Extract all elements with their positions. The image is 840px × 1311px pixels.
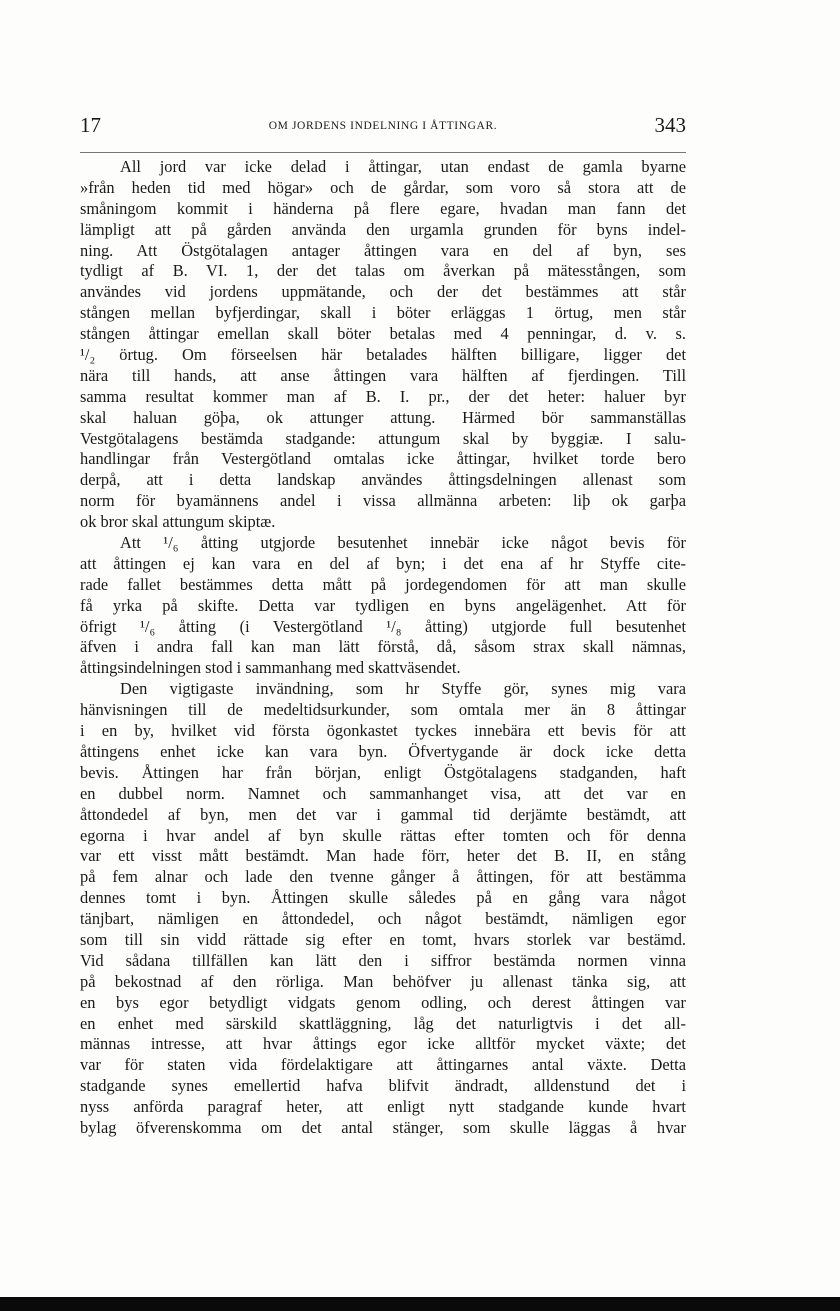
text-line: småningom kommit i händerna på flere egare, hvadan man fann det	[80, 198, 686, 218]
text-line: lämpligt att på gården använda den urgamla grunden för byns indel-	[80, 219, 686, 239]
text-line: bylag öfverenskomma om det antal stänger, som skulle läggas å hvar	[80, 1117, 686, 1137]
section-number: 17	[80, 113, 101, 137]
text-line: bevis. Åttingen har från början, enligt Östgötalagens stadganden, haft	[80, 762, 686, 782]
text-line: nära till hands, att anse åttingen vara hälften af fjerdingen. Till	[80, 365, 686, 385]
text-line: som till sin vidd rättade sig efter en tomt, hvars storlek var bestämd.	[80, 929, 686, 949]
text-line: Vestgötalagens bestämda stadgande: attungum skal by byggiæ. I salu-	[80, 428, 686, 448]
text-line: »från heden tid med högar» och de gårdar, som voro så stora att de	[80, 177, 686, 197]
text-line: att åttingen ej kan vara en del af byn; i det ena af hr Styffe cite-	[80, 553, 686, 573]
text-line: åttingens enhet icke kan vara byn. Öfvertygande är dock icke detta	[80, 741, 686, 761]
text-line: användes vid jordens uppmätande, och der det bestämmes att står	[80, 282, 686, 302]
text-line: ¹/₂ örtug. Om förseelsen här betalades hälften billigare, ligger det	[80, 345, 686, 365]
text-line: äfven i andra fall kan man lätt förstå, då, såsom strax skall nämnas,	[80, 637, 686, 657]
text-line: norm för byamännens andel i vissa allmänna arbeten: liþ ok garþa	[80, 491, 686, 511]
text-line: tydligt af B. VI. 1, der det talas om åverkan på mätesstången, som	[80, 261, 686, 281]
text-line: en bys egor betydligt vidgats genom odling, och derest åttingen var	[80, 992, 686, 1012]
text-line: hänvisningen till de medeltidsurkunder, som omtala mer än 8 åttingar	[80, 700, 686, 720]
text-line: åttingsindelningen stod i sammanhang med skattväsendet.	[80, 658, 461, 678]
text-line: en enhet med särskild skattläggning, låg det naturligtvis i det all-	[80, 1013, 686, 1033]
text-line: på bekostnad af den rörliga. Man behöfver ju allenast tänka sig, att	[80, 971, 686, 991]
text-line: handlingar från Vestergötland omtalas icke åttingar, hvilket torde bero	[80, 449, 686, 469]
text-line: Vid sådana tillfällen kan lätt den i siffror bestämda normen vinna	[80, 950, 686, 970]
page-number: 343	[654, 113, 686, 137]
text-line: var ett visst mått bestämdt. Man hade förr, heter det B. II, en stång	[80, 846, 686, 866]
text-line: Att ¹/₆ åtting utgjorde besutenhet innebär icke något bevis för	[120, 533, 686, 553]
body-text	[80, 157, 686, 1139]
scan-border	[0, 1297, 840, 1311]
text-line: männas intresse, att hvar åttings egor icke alltför mycket växte; det	[80, 1034, 686, 1054]
chapter-title: OM JORDENS INDELNING I ÅTTINGAR.	[268, 120, 498, 132]
text-line: stången mellan byfjerdingar, skall i böter erläggas 1 örtug, men står	[80, 303, 686, 323]
text-line: i en by, hvilket vid första ögonkastet tyckes innebära ett bevis för att	[80, 721, 686, 741]
text-line: ok bror skal attungum skiptæ.	[80, 512, 276, 532]
header-rule	[80, 152, 686, 153]
text-line: All jord var icke delad i åttingar, utan endast de gamla byarne	[120, 157, 686, 176]
text-line: rade fallet bestämmes detta mått på jordegendomen för att man skulle	[80, 574, 686, 594]
text-line: öfrigt ¹/₆ åtting (i Vestergötland ¹/₈ åtting) utgjorde full besutenhet	[80, 616, 686, 636]
text-line: få yrka på skifte. Detta var tydligen en byns angelägenhet. Att för	[80, 595, 686, 615]
text-line: nyss anförda paragraf heter, att enligt nytt stadgande kunde hvart	[80, 1097, 686, 1117]
text-line: dennes tomt i byn. Åttingen skulle således på en gång vara något	[80, 888, 686, 908]
text-line: tänjbart, nämligen en åttondedel, och något bestämdt, nämligen egor	[80, 909, 686, 929]
text-line: stången åttingar emellan skall böter betalas med 4 penningar, d. v. s.	[80, 324, 686, 344]
text-line: egorna i hvar andel af byn skulle rättas efter tomten och för denna	[80, 825, 686, 845]
text-line: en dubbel norm. Namnet och sammanhanget visa, att det var en	[80, 783, 686, 803]
text-line: åttondedel af byn, men det var i gammal tid derjämte bestämdt, att	[80, 804, 686, 824]
text-line: samma resultat kommer man af B. I. pr., der det heter: haluer byr	[80, 386, 686, 406]
text-line: var för staten vida fördelaktigare att åttingarnes antal växte. Detta	[80, 1055, 686, 1075]
text-line: Den vigtigaste invändning, som hr Styffe gör, synes mig vara	[120, 679, 686, 699]
text-line: stadgande synes emellertid hafva blifvit ändradt, alldenstund det i	[80, 1076, 686, 1096]
text-line: skal haluan göþa, ok attunger attung. Härmed bör sammanställas	[80, 407, 686, 427]
text-line: på fem alnar och lade den tvenne gånger å åttingen, för att bestämma	[80, 867, 686, 887]
running-head	[80, 112, 686, 138]
text-line: derpå, att i detta landskap användes åttingsdelningen allenast som	[80, 470, 686, 490]
text-line: ning. Att Östgötalagen antager åttingen vara en del af byn, ses	[80, 240, 686, 260]
